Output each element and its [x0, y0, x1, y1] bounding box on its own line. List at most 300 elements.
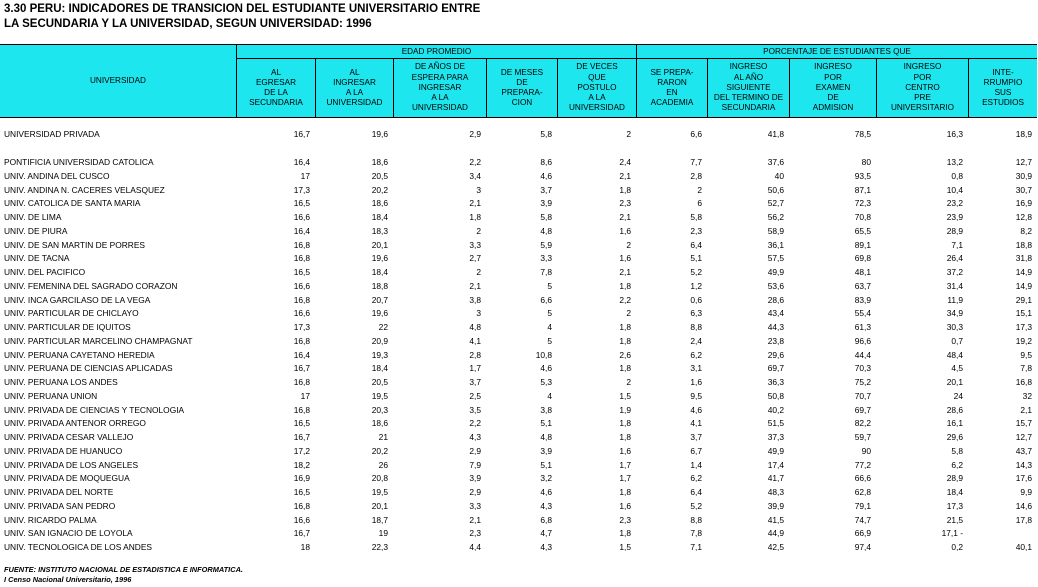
row-value: 36,3 [767, 377, 784, 387]
table-row [0, 210, 1038, 224]
row-label: UNIV. PERUANA LOS ANDES [4, 377, 118, 387]
row-value: 37,2 [946, 267, 963, 277]
row-value: 7,7 [690, 157, 702, 167]
row-value: 20,5 [371, 170, 388, 181]
column-header-line: QUE [588, 72, 606, 82]
title-line-2: LA SECUNDARIA Y LA UNIVERSIDAD, SEGUN UNIVERSIDAD: 1996 [4, 18, 372, 30]
row-value: 51,5 [767, 418, 784, 429]
row-value: 4 [547, 390, 552, 401]
table-row [0, 348, 1038, 362]
row-value: 17,3 [1015, 322, 1032, 332]
row-value: 4,6 [540, 487, 552, 497]
row-value: 2 [626, 377, 631, 387]
row-value: 16,9 [1015, 198, 1032, 209]
row-value: 17,1 - [941, 528, 963, 539]
title-line-1: 3.30 PERU: INDICADORES DE TRANSICION DEL ESTUDIANTE UNIVERSITARIO ENTRE [4, 3, 481, 15]
row-value: 28,9 [946, 225, 963, 236]
row-value: 2,2 [469, 418, 481, 429]
column-header-line: UNIVERSITARIO [890, 103, 955, 113]
row-value: 16,7 [293, 129, 310, 139]
row-label: UNIV. RICARDO PALMA [4, 514, 97, 525]
column-header-line: SE PREPA- [650, 67, 694, 77]
column-header [237, 59, 315, 117]
row-label: UNIV. PRIVADA DE HUANUCO [4, 445, 123, 456]
row-value: 41,7 [767, 473, 784, 484]
table-row [0, 513, 1038, 527]
column-header-line: CENTRO [905, 82, 940, 92]
row-value: 2,1 [469, 198, 481, 209]
row-value: 3 [476, 184, 481, 195]
column-header-line: INGRESO [729, 62, 768, 72]
row-value: 6,2 [690, 349, 702, 360]
row-value: 36,1 [767, 239, 784, 250]
column-header-line: A LA [588, 93, 606, 103]
row-value: 66,9 [854, 528, 871, 539]
row-value: 20,8 [371, 473, 388, 484]
table-row [0, 540, 1038, 554]
row-value: 4,5 [951, 363, 963, 374]
table-header [0, 44, 1037, 118]
row-value: 9,9 [1020, 487, 1032, 497]
row-value: 20,2 [371, 445, 388, 456]
table-row [0, 416, 1038, 430]
row-value: 69,8 [854, 253, 871, 264]
row-value: 7,1 [690, 542, 702, 552]
column-header [708, 59, 789, 117]
report-title [4, 2, 480, 32]
row-value: 1,8 [619, 363, 631, 374]
table-row [0, 499, 1038, 513]
row-value: 17,8 [1015, 514, 1032, 525]
row-value: 19,6 [371, 308, 388, 319]
row-value: 16,6 [293, 212, 310, 222]
row-value: 5,9 [540, 239, 552, 250]
row-value: 12,7 [1015, 432, 1032, 442]
row-value: 34,9 [946, 308, 963, 319]
row-label: UNIV. DEL PACIFICO [4, 267, 86, 277]
column-header-line: PREPARA- [501, 88, 543, 97]
row-value: 15,1 [1015, 308, 1032, 319]
row-value: 55,4 [854, 308, 871, 319]
row-value: 16,4 [293, 225, 310, 236]
row-value: 18,2 [293, 459, 310, 470]
row-value: 5 [547, 335, 552, 346]
row-value: 17,6 [1015, 473, 1032, 484]
row-value: 97,4 [854, 542, 871, 552]
table-row [0, 265, 1038, 279]
column-header-line: UNIVERSIDAD [569, 103, 625, 113]
row-value: 20,9 [371, 335, 388, 346]
row-value: 30,3 [946, 322, 963, 332]
row-label: UNIV. DE LIMA [4, 212, 62, 222]
row-value: 50,8 [767, 390, 784, 401]
row-value: 10,8 [535, 349, 552, 360]
row-label: PONTIFICIA UNIVERSIDAD CATOLICA [4, 157, 154, 167]
row-value: 1,8 [469, 212, 481, 222]
row-value: 19,6 [371, 129, 388, 139]
row-label: UNIV. DE SAN MARTIN DE PORRES [4, 239, 146, 250]
row-value: 48,3 [767, 487, 784, 497]
row-label: UNIV. PERUANA UNION [4, 390, 98, 401]
row-value: 3,1 [690, 363, 702, 374]
row-value: 1,7 [619, 473, 631, 484]
row-value: 1,8 [619, 418, 631, 429]
row-label: UNIV. CATOLICA DE SANTA MARIA [4, 198, 141, 209]
column-header-line: INGRESAR [418, 82, 462, 92]
footer-census: I Censo Nacional Universitario, 1996 [4, 575, 132, 584]
row-value: 0,6 [690, 294, 702, 305]
column-header-line: EXAMEN [815, 82, 851, 92]
column-header-line: DE VECES [576, 62, 618, 72]
row-value: 40,2 [767, 404, 784, 415]
row-value: 4,3 [469, 432, 481, 442]
row-label: UNIVERSIDAD PRIVADA [4, 129, 100, 139]
column-header [790, 59, 876, 117]
row-value: 6,3 [690, 308, 702, 319]
table-row [0, 361, 1038, 375]
row-value: 21 [378, 432, 388, 442]
row-value: 2,3 [690, 225, 702, 236]
row-value: 4,6 [540, 170, 552, 181]
row-value: 2,4 [619, 157, 631, 167]
row-value: 42,5 [767, 542, 784, 552]
row-label: UNIV. PRIVADA CESAR VALLEJO [4, 432, 134, 442]
row-value: 23,9 [946, 212, 963, 222]
row-value: 2,2 [469, 157, 481, 167]
row-value: 2,1 [619, 170, 631, 181]
row-value: 18,4 [371, 363, 388, 374]
row-value: 17,2 [293, 445, 310, 456]
row-value: 26 [378, 459, 388, 470]
row-value: 17 [300, 390, 310, 401]
row-value: 7,1 [951, 239, 963, 250]
row-label: UNIV. PRIVADA DEL NORTE [4, 487, 114, 497]
row-value: 14,3 [1015, 459, 1032, 470]
row-value: 4,3 [540, 542, 552, 552]
row-value: 12,8 [1015, 212, 1032, 222]
column-header-line: INGRESAR [333, 77, 376, 87]
row-value: 3,9 [540, 198, 552, 209]
column-header [316, 59, 393, 117]
row-value: 70,7 [854, 390, 871, 401]
column-header-line: SUS [994, 88, 1012, 97]
row-value: 2 [476, 225, 481, 236]
footer-source: FUENTE: INSTITUTO NACIONAL DE ESTADISTICA E INFORMATICA. [4, 565, 243, 574]
row-value: 18,4 [371, 267, 388, 277]
row-value: 7,9 [469, 459, 481, 470]
row-value: 17,4 [767, 459, 784, 470]
row-label: UNIV. PARTICULAR DE IQUITOS [4, 322, 131, 332]
row-value: 29,6 [767, 349, 784, 360]
row-value: 5,1 [690, 253, 702, 264]
table-row [0, 485, 1038, 499]
row-value: 3,8 [469, 294, 481, 305]
table-row [0, 444, 1038, 458]
column-header-line: DEL TERMINO DE [713, 93, 784, 103]
column-header-line: DE [516, 77, 528, 87]
row-value: 59,7 [854, 432, 871, 442]
row-value: 18,6 [371, 157, 388, 167]
row-value: 7,8 [540, 267, 552, 277]
column-header-line: INTE- [992, 67, 1014, 77]
row-value: 20,5 [371, 377, 388, 387]
row-value: 1,8 [619, 322, 631, 332]
row-value: 2,1 [469, 280, 481, 291]
table-row [0, 334, 1038, 348]
row-value: 16,8 [293, 335, 310, 346]
row-value: 31,4 [946, 280, 963, 291]
row-value: 3,4 [469, 170, 481, 181]
column-header-line: EGRESAR [255, 77, 297, 87]
source-footer [4, 565, 243, 585]
row-value: 18,8 [371, 280, 388, 291]
row-value: 1,8 [619, 528, 631, 539]
row-value: 37,3 [767, 432, 784, 442]
row-value: 3,7 [469, 377, 481, 387]
row-value: 4,1 [469, 335, 481, 346]
row-value: 4,8 [469, 322, 481, 332]
column-header-line: A LA [431, 93, 449, 103]
row-value: 2,3 [619, 198, 631, 209]
row-value: 3,7 [690, 432, 702, 442]
row-value: 16,7 [293, 432, 310, 442]
row-value: 15,7 [1015, 418, 1032, 429]
column-header-line: UNIVERSIDAD [412, 103, 468, 113]
table-row [0, 183, 1038, 197]
row-value: 5,3 [540, 377, 552, 387]
row-value: 2,9 [469, 445, 481, 456]
row-value: 1,8 [619, 432, 631, 442]
row-value: 3,3 [540, 253, 552, 264]
row-value: 14,9 [1015, 280, 1032, 291]
row-value: 4,8 [540, 225, 552, 236]
row-value: 2,2 [619, 294, 631, 305]
total-row [0, 127, 1038, 141]
row-value: 16,4 [293, 349, 310, 360]
row-value: 1,7 [619, 459, 631, 470]
row-value: 26,4 [946, 253, 963, 264]
column-header-line: ACADEMIA [650, 98, 694, 108]
row-value: 6,6 [540, 294, 552, 305]
row-value: 41,8 [767, 129, 784, 139]
row-value: 58,9 [767, 225, 784, 236]
row-value: 28,9 [946, 473, 963, 484]
row-value: 19,5 [371, 487, 388, 497]
row-label: UNIV. SAN IGNACIO DE LOYOLA [4, 528, 133, 539]
row-label: UNIV. DE TACNA [4, 253, 70, 264]
row-value: 2,7 [469, 253, 481, 264]
row-value: 2,1 [619, 212, 631, 222]
row-value: 29,1 [1015, 294, 1032, 305]
row-value: 17,3 [946, 500, 963, 511]
table-row [0, 306, 1038, 320]
row-value: 9,5 [1020, 349, 1032, 360]
row-value: 83,9 [854, 294, 871, 305]
row-value: 19 [378, 528, 388, 539]
row-value: 16,8 [293, 294, 310, 305]
row-label: UNIV. PRIVADA DE LOS ANGELES [4, 459, 139, 470]
row-value: 16,6 [293, 514, 310, 525]
row-value: 7,8 [690, 528, 702, 539]
row-value: 96,6 [854, 335, 871, 346]
table-row [0, 238, 1038, 252]
row-value: 19,5 [371, 390, 388, 401]
row-value: 1,8 [619, 487, 631, 497]
row-value: 2,8 [469, 349, 481, 360]
row-value: 20,1 [371, 500, 388, 511]
row-value: 14,9 [1015, 267, 1032, 277]
row-value: 18,4 [946, 487, 963, 497]
row-value: 4 [547, 322, 552, 332]
row-value: 32 [1022, 390, 1032, 401]
row-value: 11,9 [947, 294, 963, 305]
row-value: 43,7 [1015, 445, 1032, 456]
row-value: 2,1 [619, 267, 631, 277]
row-value: 28,6 [767, 294, 784, 305]
table-row [0, 430, 1038, 444]
row-value: 16,1 [946, 418, 963, 429]
row-label: UNIV. FEMENINA DEL SAGRADO CORAZON [4, 280, 178, 291]
row-value: 17,3 [293, 322, 310, 332]
row-value: 6,4 [690, 487, 702, 497]
row-label: UNIV. PRIVADA DE CIENCIAS Y TECNOLOGIA [4, 404, 185, 415]
row-value: 44,9 [767, 528, 784, 539]
table-row [0, 279, 1038, 293]
table-row [0, 471, 1038, 485]
row-value: 1,6 [690, 377, 702, 387]
row-value: 4,8 [540, 432, 552, 442]
row-value: 8,8 [690, 514, 702, 525]
row-value: 16,3 [946, 129, 963, 139]
row-value: 14,6 [1015, 500, 1032, 511]
table-row [0, 196, 1038, 210]
row-value: 90 [861, 445, 871, 456]
universidad-header: UNIVERSIDAD [90, 75, 146, 85]
row-label: UNIV. PERUANA DE CIENCIAS APLICADAS [4, 363, 173, 374]
row-value: 4,6 [540, 363, 552, 374]
row-value: 30,7 [1015, 184, 1032, 195]
row-value: 49,9 [767, 445, 784, 456]
row-value: 48,4 [946, 349, 963, 360]
row-value: 6 [697, 198, 702, 209]
column-header-line: ADMISION [812, 103, 854, 113]
row-value: 49,9 [767, 267, 784, 277]
row-value: 2 [626, 308, 631, 319]
row-value: 0,8 [951, 170, 963, 181]
edad-promedio-group-header: EDAD PROMEDIO [401, 47, 472, 56]
row-value: 74,7 [854, 514, 871, 525]
column-header-line: RRUMPIO [983, 77, 1023, 87]
row-value: 5,8 [690, 212, 702, 222]
row-value: 17,3 [293, 184, 310, 195]
table-row [0, 251, 1038, 265]
row-value: 28,6 [946, 404, 963, 415]
row-value: 4,7 [540, 528, 552, 539]
row-value: 77,2 [854, 459, 871, 470]
row-value: 3,3 [469, 239, 481, 250]
row-value: 4,3 [540, 500, 552, 511]
row-label: UNIV. PRIVADA SAN PEDRO [4, 500, 116, 511]
row-value: 9,5 [690, 390, 702, 401]
row-value: 19,3 [371, 349, 388, 360]
row-value: 18,3 [371, 225, 388, 236]
row-value: 40,1 [1015, 542, 1032, 552]
row-value: 1,6 [619, 500, 631, 511]
column-header-line: ESPERA PARA [411, 72, 469, 82]
column-header [637, 59, 707, 117]
row-value: 16,5 [293, 418, 310, 429]
row-value: 12,7 [1015, 157, 1032, 167]
row-value: 1,9 [619, 404, 631, 415]
row-value: 2,5 [469, 390, 481, 401]
row-value: 16,8 [293, 500, 310, 511]
row-value: 18,6 [371, 198, 388, 209]
row-value: 5,8 [540, 212, 552, 222]
row-value: 1,6 [619, 225, 631, 236]
row-value: 2,4 [690, 335, 702, 346]
row-value: 39,9 [767, 500, 784, 511]
row-value: 5,2 [690, 500, 702, 511]
column-header-line: POR [913, 72, 932, 82]
column-header [969, 59, 1037, 117]
row-value: 16,9 [293, 473, 310, 484]
row-value: 78,5 [854, 129, 871, 139]
column-header [558, 59, 636, 117]
row-value: 69,7 [854, 404, 871, 415]
row-value: 18,8 [1015, 239, 1032, 250]
row-value: 29,6 [946, 432, 963, 442]
row-value: 16,6 [293, 308, 310, 319]
row-value: 62,8 [854, 487, 871, 497]
column-header-line: EN [666, 88, 678, 97]
row-value: 3,2 [540, 473, 552, 484]
column-header-line: POR [824, 72, 842, 82]
row-value: 3 [476, 308, 481, 319]
row-value: 1,8 [619, 184, 631, 195]
table-row [0, 293, 1038, 307]
row-value: 6,4 [690, 239, 702, 250]
row-value: 43,4 [767, 308, 784, 319]
row-value: 22 [378, 322, 388, 332]
table-row [0, 169, 1038, 183]
column-header-line: SIGUIENTE [726, 82, 771, 92]
row-value: 5,1 [540, 418, 552, 429]
row-value: 6,6 [690, 129, 702, 139]
row-value: 16,5 [293, 487, 310, 497]
row-value: 2 [697, 184, 702, 195]
row-value: 2,3 [619, 514, 631, 525]
row-value: 5 [547, 308, 552, 319]
row-value: 16,8 [293, 253, 310, 264]
column-header-line: UNIVERSIDAD [326, 98, 383, 108]
table-row [0, 224, 1038, 238]
row-value: 18 [300, 542, 310, 552]
row-value: 41,5 [767, 514, 784, 525]
row-value: 1,8 [619, 280, 631, 291]
row-value: 1,4 [690, 459, 702, 470]
row-value: 17 [300, 170, 310, 181]
row-value: 40 [774, 170, 784, 181]
row-value: 3,3 [469, 500, 481, 511]
row-value: 2 [476, 267, 481, 277]
table-row [0, 320, 1038, 334]
row-value: 2,3 [469, 528, 481, 539]
row-value: 2,1 [469, 514, 481, 525]
row-value: 21,5 [946, 514, 963, 525]
row-value: 2,9 [469, 129, 481, 139]
row-value: 75,2 [854, 377, 871, 387]
row-value: 30,9 [1015, 170, 1032, 181]
